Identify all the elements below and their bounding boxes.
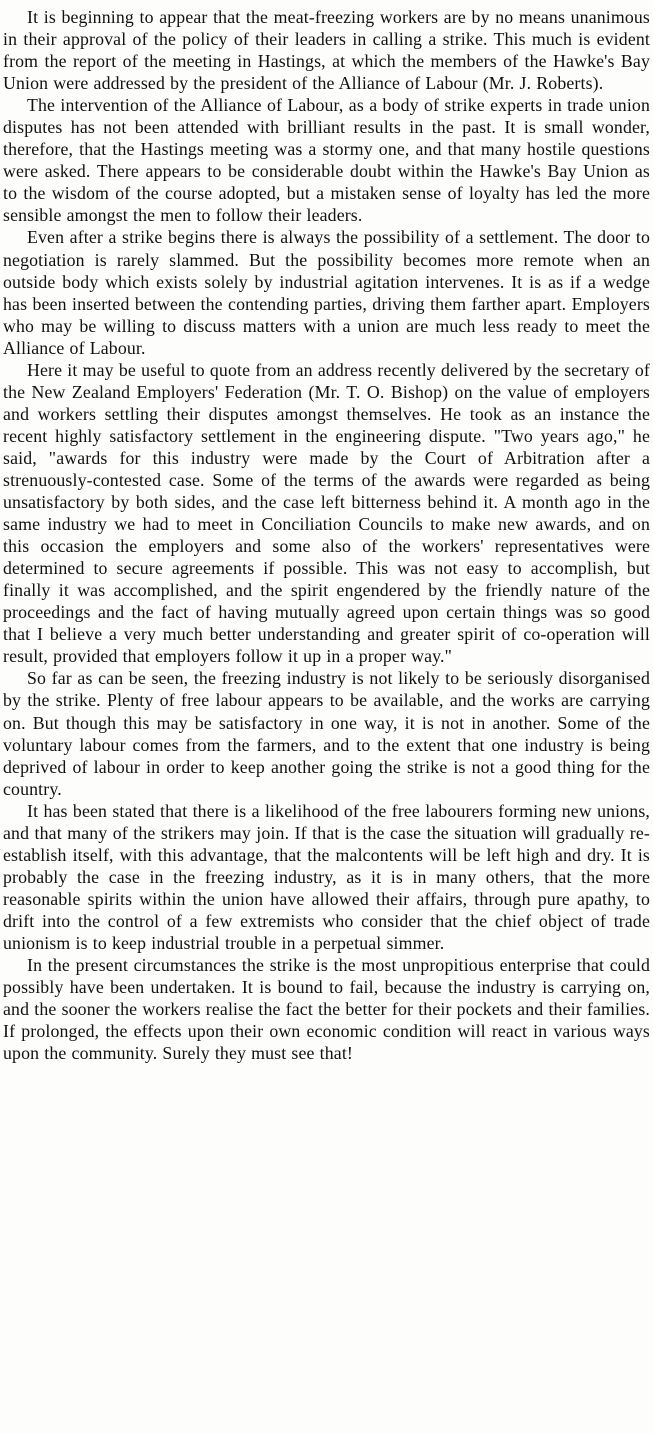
article-paragraph-1: It is beginning to appear that the meat-freezing workers are by no means unanimous in their approval of the policy of their leaders in calling a strike. This much is evident from the report of the meeting in Hastings, at which the members of the Hawke's Bay Union were addressed by the president of the Alliance of Labour (Mr. J. Roberts).: [3, 7, 650, 94]
article-paragraph-2: The intervention of the Alliance of Labour, as a body of strike experts in trade union disputes has not been attended with brilliant results in the past. It is small wonder, therefore, that the Hastings meeting was a stormy one, and that many hostile questions were asked. There appears to be considerable doubt within the Hawke's Bay Union as to the wisdom of the course adopted, but a mistaken sense of loyalty has led the more sensible amongst the men to follow their leaders.: [3, 95, 650, 226]
article-paragraph-3: Even after a strike begins there is always the possibility of a settlement. The door to negotiation is rarely slammed. But the possibility becomes more remote when an outside body which exists solely by industrial agitation intervenes. It is as if a wedge has been inserted between the contending parties, driving them farther apart. Employers who may be willing to discuss matters with a union are much less ready to meet the Alliance of Labour.: [3, 227, 650, 358]
article-paragraph-4: Here it may be useful to quote from an address recently delivered by the secretary of the New Zealand Employers' Federation (Mr. T. O. Bishop) on the value of employers and workers settling their disputes amongst themselves. He took as an instance the recent highly satisfactory settlement in the engineering dispute. "Two years ago," he said, "awards for this industry were made by the Court of Arbitration after a strenuously-contested case. Some of the terms of the awards were regarded as being unsatisfactory by both sides, and the case left bitterness behind it. A month ago in the same industry we had to meet in Conciliation Councils to make new awards, and on this occasion the employers and some also of the workers' representatives were determined to secure agreements if possible. This was not easy to accomplish, but finally it was accomplished, and the spirit engendered by the friendly nature of the proceedings and the fact of having mutually agreed upon certain things was so good that I believe a very much better understanding and greater spirit of co-operation will result, provided that employers follow it up in a proper way.": [3, 359, 650, 667]
article-paragraph-5: So far as can be seen, the freezing industry is not likely to be seriously disorganised by the strike. Plenty of free labour appears to be available, and the works are carrying on. But though this may be satisfactory in one way, it is not in another. Some of the voluntary labour comes from the farmers, and to the extent that one industry is being deprived of labour in order to keep another going the strike is not a good thing for the country.: [3, 668, 650, 799]
article-paragraph-6: It has been stated that there is a likelihood of the free labourers forming new unions, and that many of the strikers may join. If that is the case the situation will gradually re-establish itself, with this advantage, that the malcontents will be left high and dry. It is probably the case in the freezing industry, as it is in many others, that the more reasonable spirits within the union have allowed their affairs, through pure apathy, to drift into the control of a few extremists who consider that the chief object of trade unionism is to keep industrial trouble in a perpetual simmer.: [3, 800, 650, 953]
article-paragraph-7: In the present circumstances the strike is the most unpropitious enterprise that could possibly have been undertaken. It is bound to fail, because the industry is carrying on, and the sooner the workers realise the fact the better for their pockets and their families. If prolonged, the effects upon their own economic condition will react in various ways upon the community. Surely they must see that!: [3, 955, 650, 1064]
